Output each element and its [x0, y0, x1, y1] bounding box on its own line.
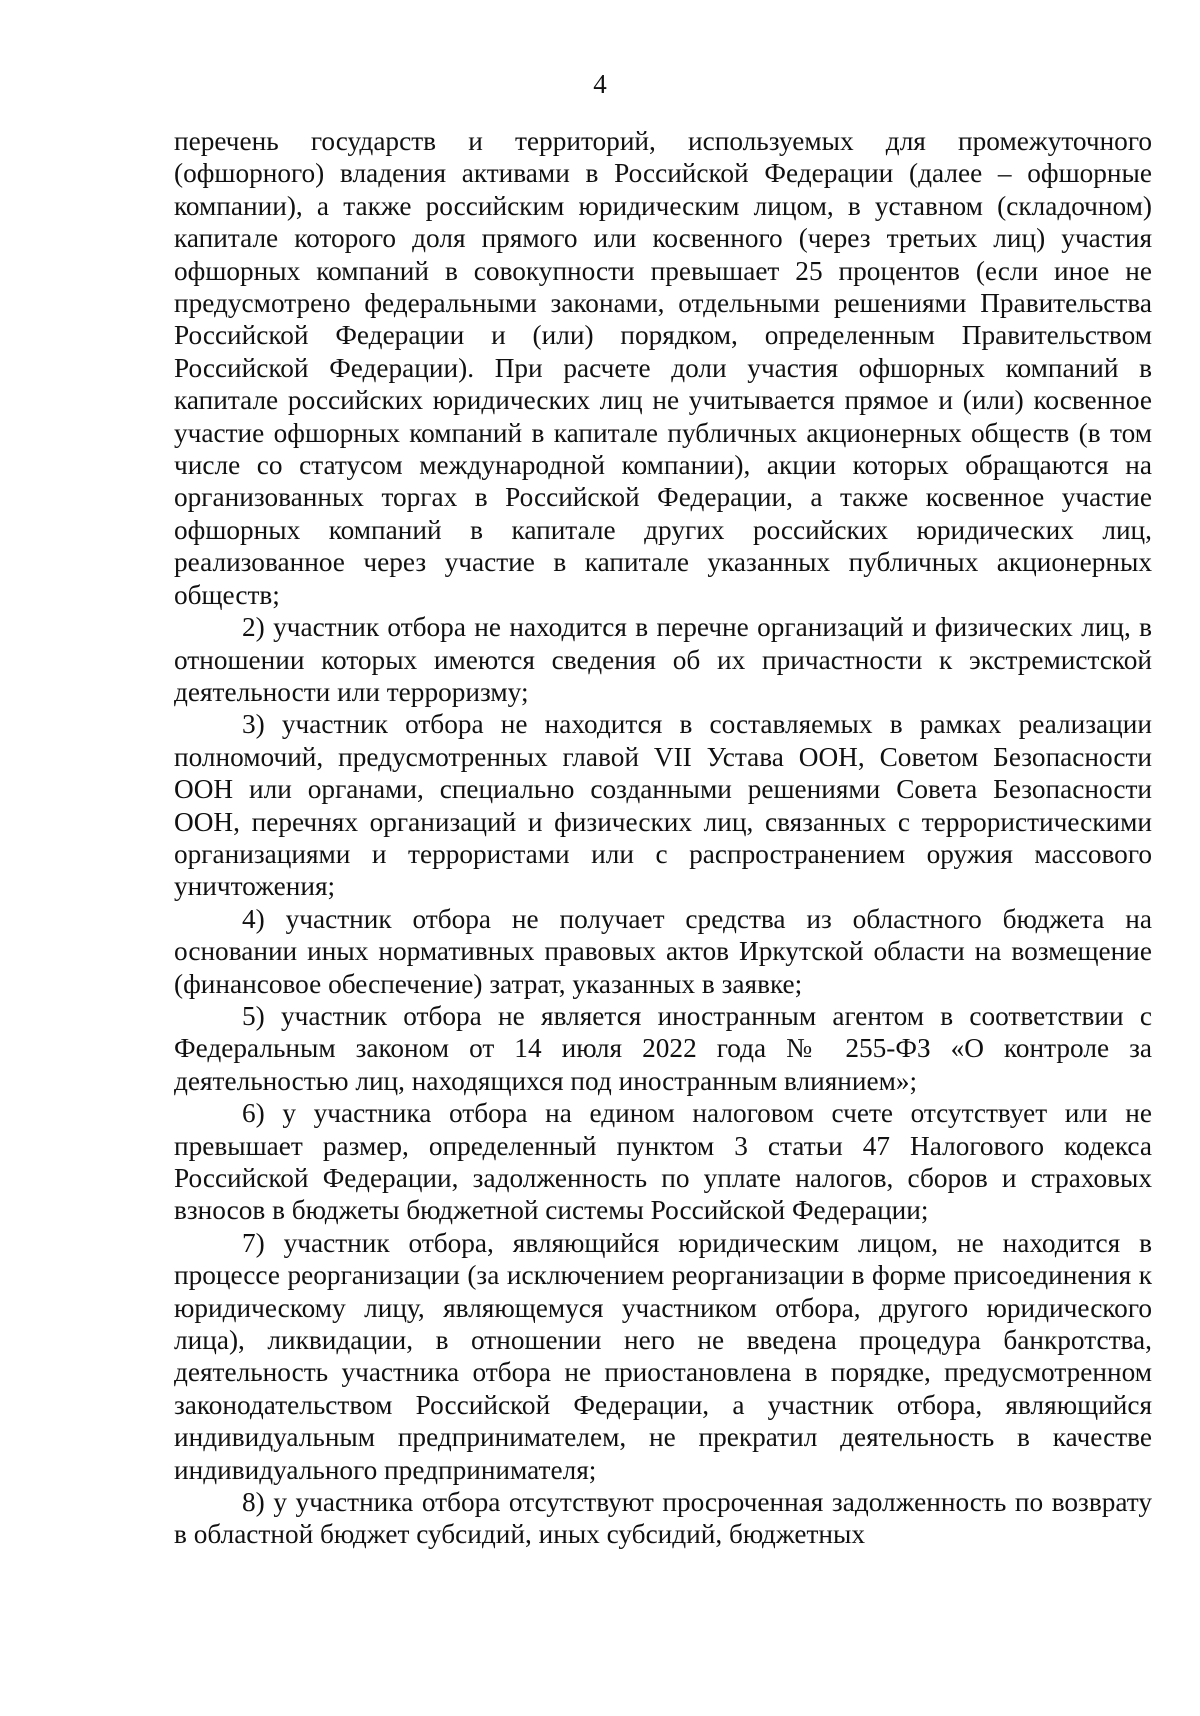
- paragraph-item-6: 6) у участника отбора на едином налоговом счете отсутствует или не превышает размер, определенный пунктом 3 статьи 47 Налогового кодекса Российской Федерации, задолженность по уплате налогов, сборов и страховых взносов в бюджеты бюджетной системы Российской Федерации;: [174, 1098, 1152, 1226]
- paragraph-item-4: 4) участник отбора не получает средства из областного бюджета на основании иных нормативных правовых актов Иркутской области на возмещение (финансовое обеспечение) затрат, указанных в заявке;: [174, 903, 1152, 999]
- paragraph-item-8: 8) у участника отбора отсутствуют просроченная задолженность по возврату в областной бюджет субсидий, иных субсидий, бюджетных: [174, 1487, 1152, 1550]
- paragraph-item-7: 7) участник отбора, являющийся юридическим лицом, не находится в процессе реорганизации (за исключением реорганизации в форме присоединения к юридическому лицу, являющемуся участником отбора, другого юридического лица), ликвидации, в отношении него не введена процедура банкротства, деятельность участника отбора не приостановлена в порядке, предусмотренном законодательством Российской Федерации, а участник отбора, являющийся индивидуальным предпринимателем, не прекратил деятельность в качестве индивидуального предпринимателя;: [174, 1227, 1152, 1485]
- paragraph-item-5: 5) участник отбора не является иностранным агентом в соответствии с Федеральным законом от 14 июля 2022 года № 255-ФЗ «О контроле за деятельностью лиц, находящихся под иностранным влиянием»;: [174, 1000, 1152, 1096]
- page-number: 4: [593, 69, 607, 99]
- paragraph-offshore-continuation: перечень государств и территорий, используемых для промежуточного (офшорного) владения активами в Российской Федерации (далее – офшорные компании), а также российским юридическим лицом, в уставном (складочном) капитале которого доля прямого или косвенного (через третьих лиц) участия офшорных компаний в совокупности превышает 25 процентов (если иное не предусмотрено федеральными законами, отдельными решениями Правительства Российской Федерации и (или) порядком, определенным Правительством Российской Федерации). При расчете доли участия офшорных компаний в капитале российских юридических лиц не учитывается прямое и (или) косвенное участие офшорных компаний в капитале публичных акционерных обществ (в том числе со статусом международной компании), акции которых обращаются на организованных торгах в Российской Федерации, а также косвенное участие офшорных компаний в капитале других российских юридических лиц, реализованное через участие в капитале указанных публичных акционерных обществ;: [174, 126, 1152, 610]
- paragraph-item-2: 2) участник отбора не находится в перечне организаций и физических лиц, в отношении которых имеются сведения об их причастности к экстремистской деятельности или терроризму;: [174, 612, 1152, 707]
- paragraph-item-3: 3) участник отбора не находится в составляемых в рамках реализации полномочий, предусмотренных главой VII Устава ООН, Советом Безопасности ООН или органами, специально созданными решениями Совета Безопасности ООН, перечнях организаций и физических лиц, связанных с террористическими организациями и террористами или с распространением оружия массового уничтожения;: [174, 709, 1152, 902]
- document-body: [174, 125, 1152, 1551]
